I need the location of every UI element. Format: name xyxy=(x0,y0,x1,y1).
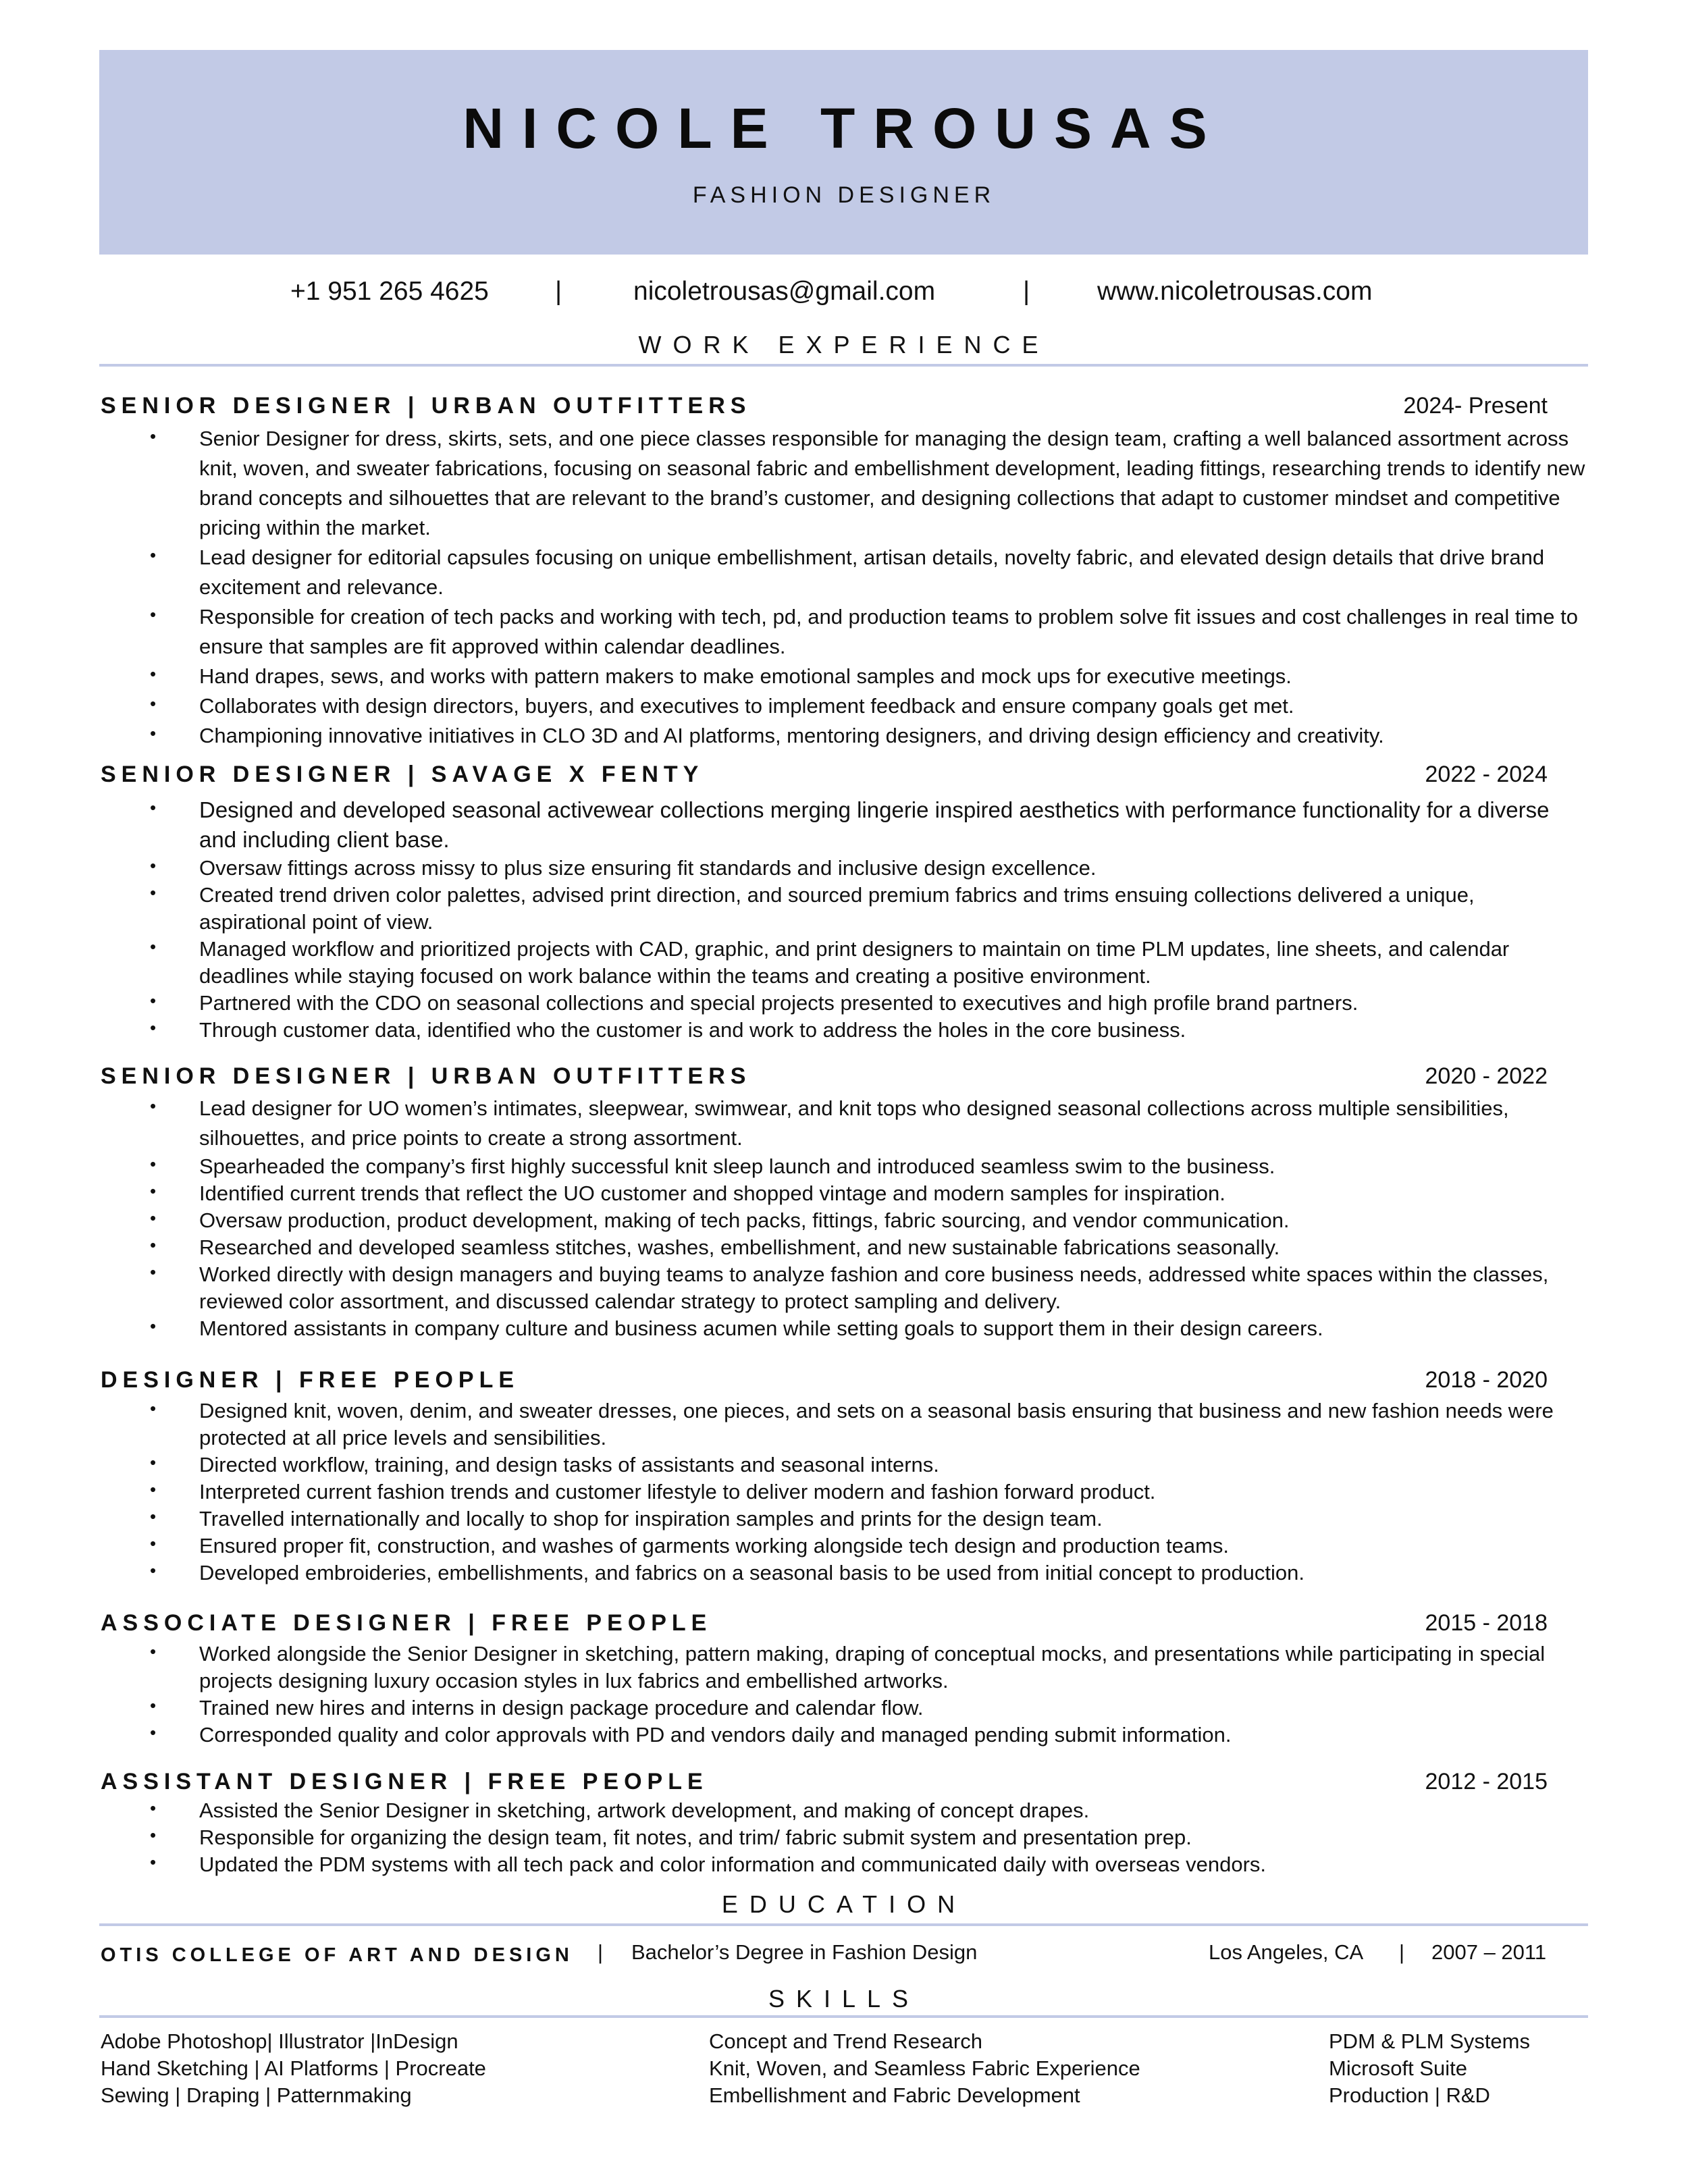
email-address: nicoletrousas@gmail.com xyxy=(633,277,936,306)
job-title: SENIOR DESIGNER | URBAN OUTFITTERS xyxy=(101,1063,751,1089)
skill-item: Hand Sketching | AI Platforms | Procreate xyxy=(101,2056,486,2080)
list-item: • Lead designer for UO women’s intimates, sleepwear, swimwear, and knit tops who designed seasonal collections across multiple sensibilities, silhouettes, and price points to create a strong assortment. xyxy=(0,1094,1688,1153)
skill-item: PDM & PLM Systems xyxy=(1329,2029,1530,2053)
section-divider xyxy=(99,1923,1588,1926)
education-degree: Bachelor’s Degree in Fashion Design xyxy=(631,1940,978,1964)
education-school: OTIS COLLEGE OF ART AND DESIGN xyxy=(101,1944,573,1966)
bullet-icon: • xyxy=(150,1798,157,1818)
bullet-icon: • xyxy=(150,1208,157,1228)
list-item: • Trained new hires and interns in design package procedure and calendar flow. xyxy=(0,1695,1688,1722)
list-item: • Managed workflow and prioritized projects with CAD, graphic, and print designers to maintain on time PLM updates, line sheets, and calendar deadlines while staying focused on work balance within the teams and creating a positive environment. xyxy=(0,936,1688,990)
skill-item: Production | R&D xyxy=(1329,2083,1490,2107)
candidate-name: NICOLE TROUSAS xyxy=(463,97,1225,160)
list-item: • Corresponded quality and color approvals with PD and vendors daily and managed pending submit information. xyxy=(0,1722,1688,1749)
bullet-icon: • xyxy=(150,545,157,565)
skill-item: Sewing | Draping | Patternmaking xyxy=(101,2083,412,2107)
job-dates: 2022 - 2024 xyxy=(1425,762,1548,787)
skills-column-1 xyxy=(101,2028,486,2109)
bullet-icon: • xyxy=(150,1641,157,1661)
section-divider xyxy=(99,2015,1588,2018)
bullet-icon: • xyxy=(150,1506,157,1526)
bullet-icon: • xyxy=(150,1825,157,1845)
job-bullet-list xyxy=(0,795,1688,1044)
section-title-education: EDUCATION xyxy=(721,1890,967,1918)
job-bullet-list xyxy=(0,1797,1688,1878)
list-item: • Worked alongside the Senior Designer in sketching, pattern making, draping of conceptual mocks, and presentations while participating in special projects designing luxury occasion styles in lux fabrics and embellished artworks. xyxy=(0,1641,1688,1695)
bullet-icon: • xyxy=(150,1316,157,1336)
list-item: • Responsible for organizing the design team, fit notes, and trim/ fabric submit system and presentation prep. xyxy=(0,1824,1688,1851)
list-item: • Lead designer for editorial capsules focusing on unique embellishment, artisan details, novelty fabric, and elevated design details that drive brand excitement and relevance. xyxy=(0,543,1688,602)
bullet-icon: • xyxy=(150,990,157,1011)
bullet-icon: • xyxy=(150,855,157,876)
bullet-icon: • xyxy=(150,604,157,624)
job-title: DESIGNER | FREE PEOPLE xyxy=(101,1367,520,1393)
skills-column-2 xyxy=(709,2028,1140,2109)
bullet-icon: • xyxy=(150,1154,157,1174)
job-dates: 2012 - 2015 xyxy=(1425,1769,1548,1794)
section-title-work-experience: WORK EXPERIENCE xyxy=(638,331,1050,358)
bullet-icon: • xyxy=(150,1560,157,1580)
list-item: • Updated the PDM systems with all tech pack and color information and communicated daily with overseas vendors. xyxy=(0,1851,1688,1878)
phone-number: +1 951 265 4625 xyxy=(290,277,489,306)
job-dates: 2024- Present xyxy=(1403,393,1548,419)
job-dates: 2020 - 2022 xyxy=(1425,1063,1548,1089)
bullet-icon: • xyxy=(150,1398,157,1418)
bullet-icon: • xyxy=(150,1452,157,1472)
bullet-icon: • xyxy=(150,936,157,957)
list-item: • Created trend driven color palettes, advised print direction, and sourced premium fabrics and trims ensuing collections delivered a unique, aspirational point of view. xyxy=(0,882,1688,936)
job-title: ASSOCIATE DESIGNER | FREE PEOPLE xyxy=(101,1610,712,1636)
list-item: • Through customer data, identified who the customer is and work to address the holes in the core business. xyxy=(0,1017,1688,1044)
list-item: • Developed embroideries, embellishments, and fabrics on a seasonal basis to be used from initial concept to production. xyxy=(0,1560,1688,1587)
contact-separator: | xyxy=(1023,277,1030,306)
bullet-icon: • xyxy=(150,1181,157,1201)
skills-column-3 xyxy=(1329,2028,1530,2109)
job-title: SENIOR DESIGNER | URBAN OUTFITTERS xyxy=(101,393,751,419)
job-bullet-list xyxy=(0,1094,1688,1342)
bullet-icon: • xyxy=(150,1262,157,1282)
bullet-icon: • xyxy=(150,1722,157,1742)
list-item: • Travelled internationally and locally to shop for inspiration samples and prints for the design team. xyxy=(0,1506,1688,1533)
section-title-skills: SKILLS xyxy=(768,1985,920,2013)
job-dates: 2015 - 2018 xyxy=(1425,1610,1548,1636)
bullet-icon: • xyxy=(150,1533,157,1553)
list-item: • Hand drapes, sews, and works with pattern makers to make emotional samples and mock ups for executive meetings. xyxy=(0,662,1688,691)
skill-item: Concept and Trend Research xyxy=(709,2029,982,2053)
job-bullet-list xyxy=(0,1397,1688,1587)
list-item: • Assisted the Senior Designer in sketching, artwork development, and making of concept drapes. xyxy=(0,1797,1688,1824)
list-item: • Oversaw fittings across missy to plus size ensuring fit standards and inclusive design excellence. xyxy=(0,855,1688,882)
list-item: • Senior Designer for dress, skirts, sets, and one piece classes responsible for managing the design team, crafting a well balanced assortment across knit, woven, and sweater fabrications, focusing on seasonal fabric and embellishment development, leading fittings, researching trends to identify new brand concepts and silhouettes that are relevant to the brand’s customer, and designing collections that adapt to customer mindset and competitive pricing within the market. xyxy=(0,424,1688,543)
bullet-icon: • xyxy=(150,693,157,714)
candidate-title: FASHION DESIGNER xyxy=(692,182,996,208)
skill-item: Microsoft Suite xyxy=(1329,2056,1468,2080)
bullet-icon: • xyxy=(150,1235,157,1255)
skill-item: Embellishment and Fabric Development xyxy=(709,2083,1080,2107)
list-item: • Designed knit, woven, denim, and sweater dresses, one pieces, and sets on a seasonal basis ensuring that business and new fashion needs were protected at all price levels and sensibilities. xyxy=(0,1397,1688,1451)
job-title: SENIOR DESIGNER | SAVAGE X FENTY xyxy=(101,762,704,787)
job-bullet-list xyxy=(0,1641,1688,1749)
list-item: • Championing innovative initiatives in CLO 3D and AI platforms, mentoring designers, and driving design efficiency and creativity. xyxy=(0,721,1688,751)
bullet-icon: • xyxy=(150,1479,157,1499)
list-item: • Researched and developed seamless stitches, washes, embellishment, and new sustainable fabrications seasonally. xyxy=(0,1234,1688,1261)
list-item: • Worked directly with design managers and buying teams to analyze fashion and core business needs, addressed white spaces within the classes, reviewed color assortment, and discussed calendar strategy to protect sampling and delivery. xyxy=(0,1261,1688,1315)
list-item: • Designed and developed seasonal activewear collections merging lingerie inspired aesthetics with performance functionality for a diverse and including client base. xyxy=(0,795,1688,855)
bullet-icon: • xyxy=(150,797,157,818)
job-title: ASSISTANT DESIGNER | FREE PEOPLE xyxy=(101,1769,708,1794)
bullet-icon: • xyxy=(150,1695,157,1715)
education-location: Los Angeles, CA xyxy=(1209,1940,1364,1964)
bullet-icon: • xyxy=(150,1017,157,1038)
contact-separator: | xyxy=(555,277,562,306)
bullet-icon: • xyxy=(150,1096,157,1116)
list-item: • Spearheaded the company’s first highly successful knit sleep launch and introduced seamless swim to the business. xyxy=(0,1153,1688,1180)
education-years: 2007 – 2011 xyxy=(1431,1940,1547,1964)
list-item: • Oversaw production, product development, making of tech packs, fittings, fabric sourcing, and vendor communication. xyxy=(0,1207,1688,1234)
list-item: • Partnered with the CDO on seasonal collections and special projects presented to executives and high profile brand partners. xyxy=(0,990,1688,1017)
bullet-icon: • xyxy=(150,664,157,684)
bullet-icon: • xyxy=(150,882,157,903)
bullet-icon: • xyxy=(150,1852,157,1872)
list-item: • Mentored assistants in company culture and business acumen while setting goals to support them in their design careers. xyxy=(0,1315,1688,1342)
job-bullet-list xyxy=(0,424,1688,751)
skill-item: Adobe Photoshop| Illustrator |InDesign xyxy=(101,2029,458,2053)
list-item: • Ensured proper fit, construction, and washes of garments working alongside tech design and production teams. xyxy=(0,1533,1688,1560)
job-dates: 2018 - 2020 xyxy=(1425,1367,1548,1393)
bullet-icon: • xyxy=(150,426,157,446)
website-url: www.nicoletrousas.com xyxy=(1097,277,1373,306)
list-item: • Collaborates with design directors, buyers, and executives to implement feedback and ensure company goals get met. xyxy=(0,691,1688,721)
list-item: • Interpreted current fashion trends and customer lifestyle to deliver modern and fashion forward product. xyxy=(0,1479,1688,1506)
list-item: • Directed workflow, training, and design tasks of assistants and seasonal interns. xyxy=(0,1451,1688,1479)
skill-item: Knit, Woven, and Seamless Fabric Experience xyxy=(709,2056,1140,2080)
list-item: • Identified current trends that reflect the UO customer and shopped vintage and modern samples for inspiration. xyxy=(0,1180,1688,1207)
list-item: • Responsible for creation of tech packs and working with tech, pd, and production teams to problem solve fit issues and cost challenges in real time to ensure that samples are fit approved within calendar deadlines. xyxy=(0,602,1688,662)
education-separator: | xyxy=(598,1940,604,1964)
education-separator: | xyxy=(1399,1940,1405,1964)
bullet-icon: • xyxy=(150,723,157,743)
section-divider xyxy=(99,364,1588,367)
